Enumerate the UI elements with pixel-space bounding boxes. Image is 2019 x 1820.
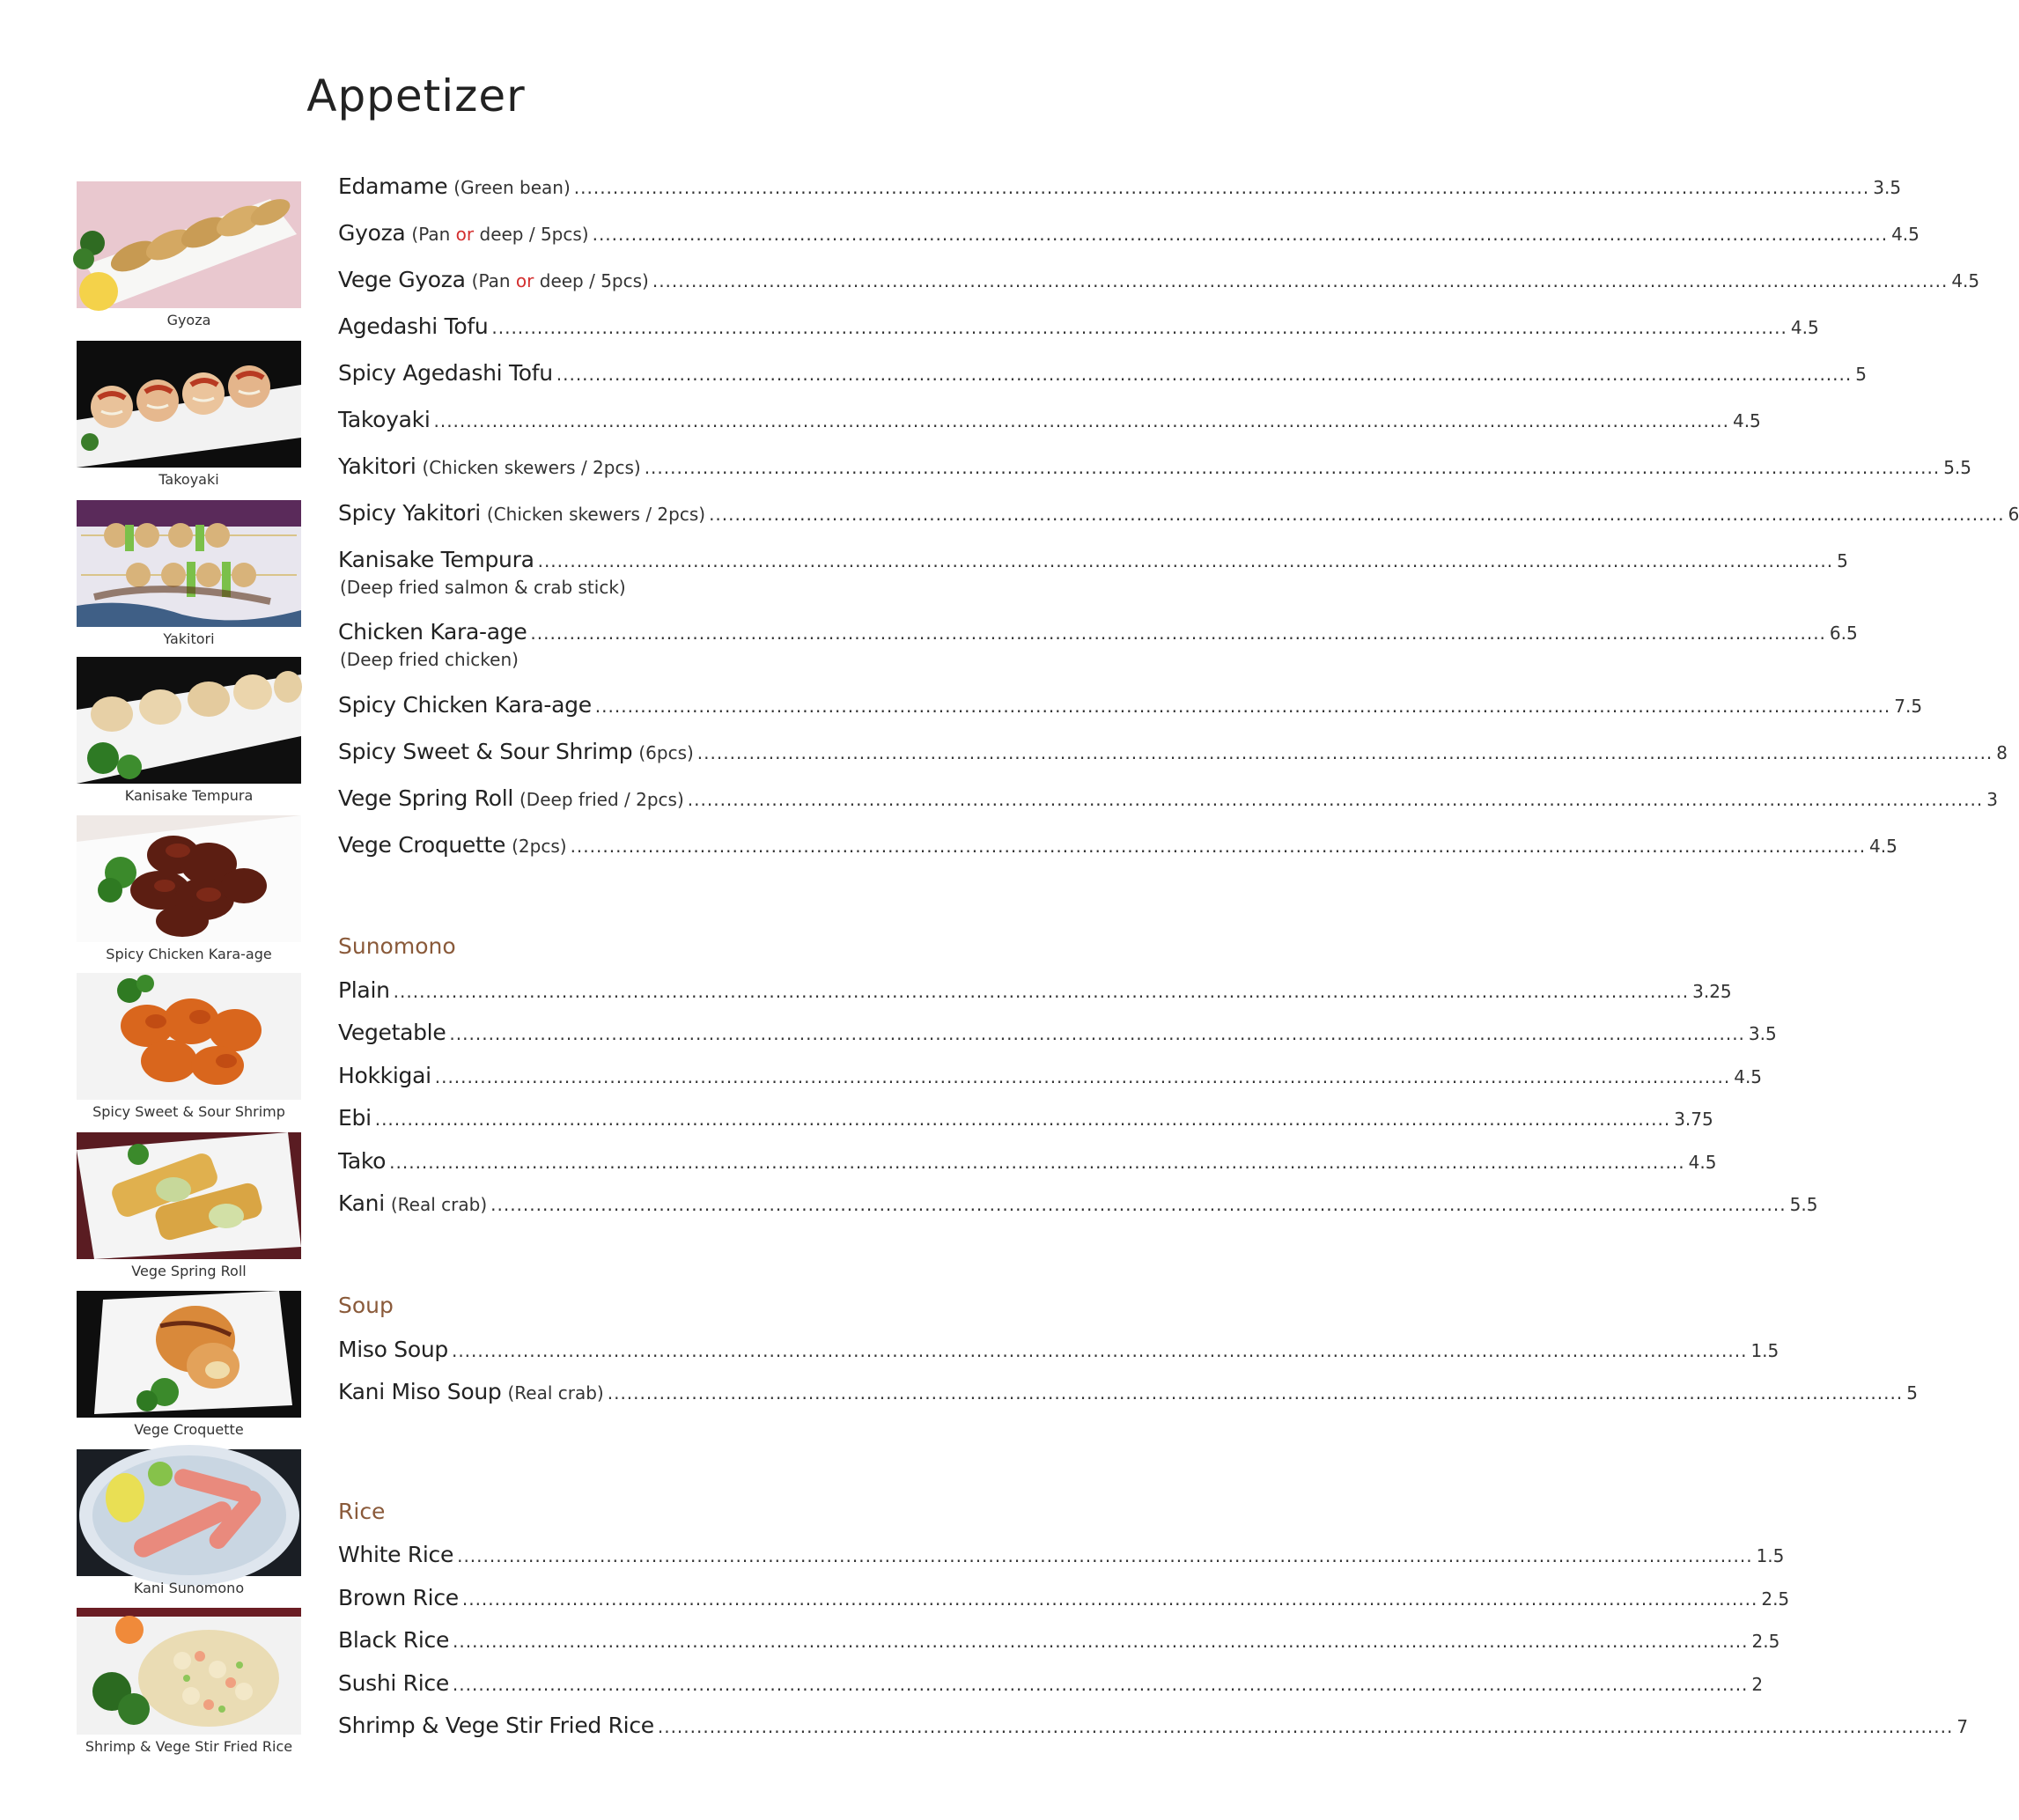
menu-item-brown-rice [338,1585,1790,1610]
takoyaki-photo [77,341,301,468]
section-heading-rice: Rice [338,1499,386,1524]
photo-shrimp [77,973,301,1120]
yakitori-photo [77,500,301,627]
photo-karaage [77,815,301,962]
item-price: 2 [1751,1674,1764,1695]
menu-item-plain [338,977,1732,1003]
item-price: 5.5 [1789,1194,1818,1215]
item-name: Chicken Kara-age [338,619,527,645]
leader-dots: ........................................................................................................................................................................................................ [433,410,1729,431]
item-price: 4.5 [1688,1152,1717,1173]
leader-dots: ........................................................................................................................................................................................................ [592,224,1889,245]
item-price: 2.5 [1751,1631,1780,1652]
leader-dots: ........................................................................................................................................................................................................ [709,504,2005,525]
item-name: Gyoza [338,220,406,246]
leader-dots: ........................................................................................................................................................................................................ [491,317,1787,338]
item-price: 4.5 [1891,224,1920,245]
item-name: Kani [338,1190,385,1216]
item-name: Tako [338,1148,387,1174]
photo-caption: Spicy Chicken Kara-age [106,946,272,962]
item-price: 4.5 [1951,270,1980,291]
item-name: Brown Rice [338,1585,459,1610]
menu-item-white-rice [338,1542,1785,1567]
item-name: Spicy Agedashi Tofu [338,360,553,386]
menu-item-kani [338,1190,1818,1216]
item-price: 4.5 [1732,410,1761,431]
item-name: Vege Croquette [338,832,506,858]
photo-caption: Spicy Sweet & Sour Shrimp [92,1103,285,1120]
item-price: 3.75 [1674,1109,1713,1130]
item-price: 3.25 [1692,981,1732,1002]
item-desc: (6pcs) [638,742,694,763]
menu-item-vege-gyoza [338,267,1980,292]
photo-croquette [77,1291,301,1438]
item-name: Spicy Chicken Kara-age [338,692,592,718]
item-price: 8 [1996,742,2008,763]
menu-item-edamame [338,173,1902,199]
item-name: Edamame [338,173,448,199]
menu-item-spicy-agedashi-tofu [338,360,1867,386]
item-price: 3.5 [1748,1023,1777,1044]
item-desc: (Pan or deep / 5pcs) [411,224,589,245]
item-price: 6 [2008,504,2019,525]
menu-item-miso-soup [338,1337,1780,1362]
leader-dots: ........................................................................................................................................................................................................ [434,1066,1731,1087]
gyoza-photo [77,181,301,308]
or-word: or [455,224,475,245]
leader-dots: ........................................................................................................................................................................................................ [570,836,1867,857]
photo-caption: Gyoza [166,312,211,328]
leader-dots: ........................................................................................................................................................................................................ [652,270,1949,291]
photo-sunomono [77,1449,301,1596]
item-name: Agedashi Tofu [338,313,489,339]
menu-item-chicken-karaage [338,619,1858,645]
menu-item-yakitori [338,453,1971,479]
leader-dots: ........................................................................................................................................................................................................ [687,789,1984,810]
item-price: 3 [1986,789,1998,810]
croquette-photo [77,1291,301,1418]
item-name: Miso Soup [338,1337,448,1362]
photo-caption: Kanisake Tempura [124,787,254,804]
leader-dots: ........................................................................................................................................................................................................ [389,1152,1685,1173]
item-price: 1.5 [1750,1340,1780,1361]
leader-dots: ........................................................................................................................................................................................................ [393,981,1690,1002]
item-name: Shrimp & Vege Stir Fried Rice [338,1713,654,1738]
shrimp-photo [77,973,301,1100]
item-name: Hokkigai [338,1063,431,1088]
menu-item-vegetable [338,1020,1777,1045]
menu-item-gyoza [338,220,1920,246]
spring-roll-photo [77,1132,301,1259]
leader-dots: ........................................................................................................................................................................................................ [451,1340,1748,1361]
menu-item-tako [338,1148,1717,1174]
leader-dots: ........................................................................................................................................................................................................ [644,457,1941,478]
photo-fried-rice [77,1608,301,1755]
item-price: 5.5 [1943,457,1971,478]
photo-caption: Kani Sunomono [133,1580,245,1596]
item-name: Vegetable [338,1020,446,1045]
item-price: 4.5 [1869,836,1897,857]
menu-item-kanisake-tempura [338,547,1848,572]
item-desc: (Deep fried / 2pcs) [519,789,684,810]
item-name: Black Rice [338,1627,450,1653]
menu-item-spicy-yakitori [338,500,2019,526]
menu-item-hokkigai [338,1063,1763,1088]
photo-caption: Vege Croquette [134,1421,244,1438]
item-name: White Rice [338,1542,454,1567]
photo-yakitori [77,500,301,647]
leader-dots: ........................................................................................................................................................................................................ [657,1716,1954,1737]
item-price: 3.5 [1873,177,1902,198]
item-name: Kanisake Tempura [338,547,534,572]
item-name: Vege Spring Roll [338,785,513,811]
leader-dots: ........................................................................................................................................................................................................ [573,177,1870,198]
item-name: Plain [338,977,390,1003]
section-heading-sunomono: Sunomono [338,933,456,959]
leader-dots: ........................................................................................................................................................................................................ [457,1545,1753,1566]
menu-item-takoyaki [338,407,1761,432]
item-desc: (Green bean) [453,177,571,198]
item-price: 4.5 [1790,317,1819,338]
menu-item-vege-croquette [338,832,1897,858]
item-price: 1.5 [1756,1545,1785,1566]
menu-item-spicy-chicken-karaage [338,692,1923,718]
item-subdesc: (Deep fried chicken) [340,649,519,670]
item-name: Spicy Sweet & Sour Shrimp [338,739,633,764]
leader-dots: ........................................................................................................................................................................................................ [453,1631,1749,1652]
photo-caption: Yakitori [163,630,215,647]
item-desc: (Chicken skewers / 2pcs) [486,504,706,525]
leader-dots: ........................................................................................................................................................................................................ [537,550,1834,571]
page-title: Appetizer [306,70,526,122]
item-name: Yakitori [338,453,416,479]
item-subdesc: (Deep fried salmon & crab stick) [340,577,626,598]
item-name: Ebi [338,1105,372,1131]
item-name: Vege Gyoza [338,267,466,292]
or-word: or [515,270,534,291]
leader-dots: ........................................................................................................................................................................................................ [374,1109,1671,1130]
photo-gyoza [77,181,301,328]
menu-item-kani-miso-soup [338,1379,1918,1404]
item-price: 5 [1837,550,1848,571]
tempura-photo [77,657,301,784]
leader-dots: ........................................................................................................................................................................................................ [530,623,1826,644]
item-name: Takoyaki [338,407,431,432]
item-price: 6.5 [1829,623,1858,644]
menu-item-ebi [338,1105,1713,1131]
sunomono-photo [77,1449,301,1576]
item-name: Kani Miso Soup [338,1379,502,1404]
leader-dots: ........................................................................................................................................................................................................ [594,696,1891,717]
photo-tempura [77,657,301,804]
leader-dots: ........................................................................................................................................................................................................ [461,1588,1758,1610]
karaage-photo [77,815,301,942]
photo-caption: Vege Spring Roll [131,1263,247,1279]
photo-spring-roll [77,1132,301,1279]
item-price: 7 [1956,1716,1969,1737]
item-name: Spicy Yakitori [338,500,481,526]
photo-caption: Takoyaki [158,471,219,488]
item-price: 7.5 [1894,696,1923,717]
leader-dots: ........................................................................................................................................................................................................ [490,1194,1787,1215]
item-price: 5 [1906,1382,1918,1404]
section-heading-soup: Soup [338,1293,394,1318]
item-desc: (Chicken skewers / 2pcs) [422,457,641,478]
menu-item-sweet-sour-shrimp [338,739,2008,764]
fried-rice-photo [77,1608,301,1735]
menu-item-vege-spring-roll [338,785,1998,811]
leader-dots: ........................................................................................................................................................................................................ [556,364,1853,385]
leader-dots: ........................................................................................................................................................................................................ [449,1023,1745,1044]
leader-dots: ........................................................................................................................................................................................................ [452,1674,1749,1695]
menu-item-agedashi-tofu [338,313,1819,339]
photo-takoyaki [77,341,301,488]
menu-item-stir-fried-rice [338,1713,1969,1738]
leader-dots: ........................................................................................................................................................................................................ [607,1382,1904,1404]
photo-caption: Shrimp & Vege Stir Fried Rice [85,1738,293,1755]
item-desc: (2pcs) [512,836,567,857]
item-desc: (Pan or deep / 5pcs) [471,270,649,291]
item-price: 5 [1855,364,1867,385]
item-desc: (Real crab) [390,1194,488,1215]
leader-dots: ........................................................................................................................................................................................................ [696,742,1993,763]
item-price: 2.5 [1761,1588,1790,1610]
item-price: 4.5 [1734,1066,1763,1087]
item-name: Sushi Rice [338,1670,449,1696]
menu-item-sushi-rice [338,1670,1764,1696]
menu-item-black-rice [338,1627,1780,1653]
item-desc: (Real crab) [507,1382,604,1404]
